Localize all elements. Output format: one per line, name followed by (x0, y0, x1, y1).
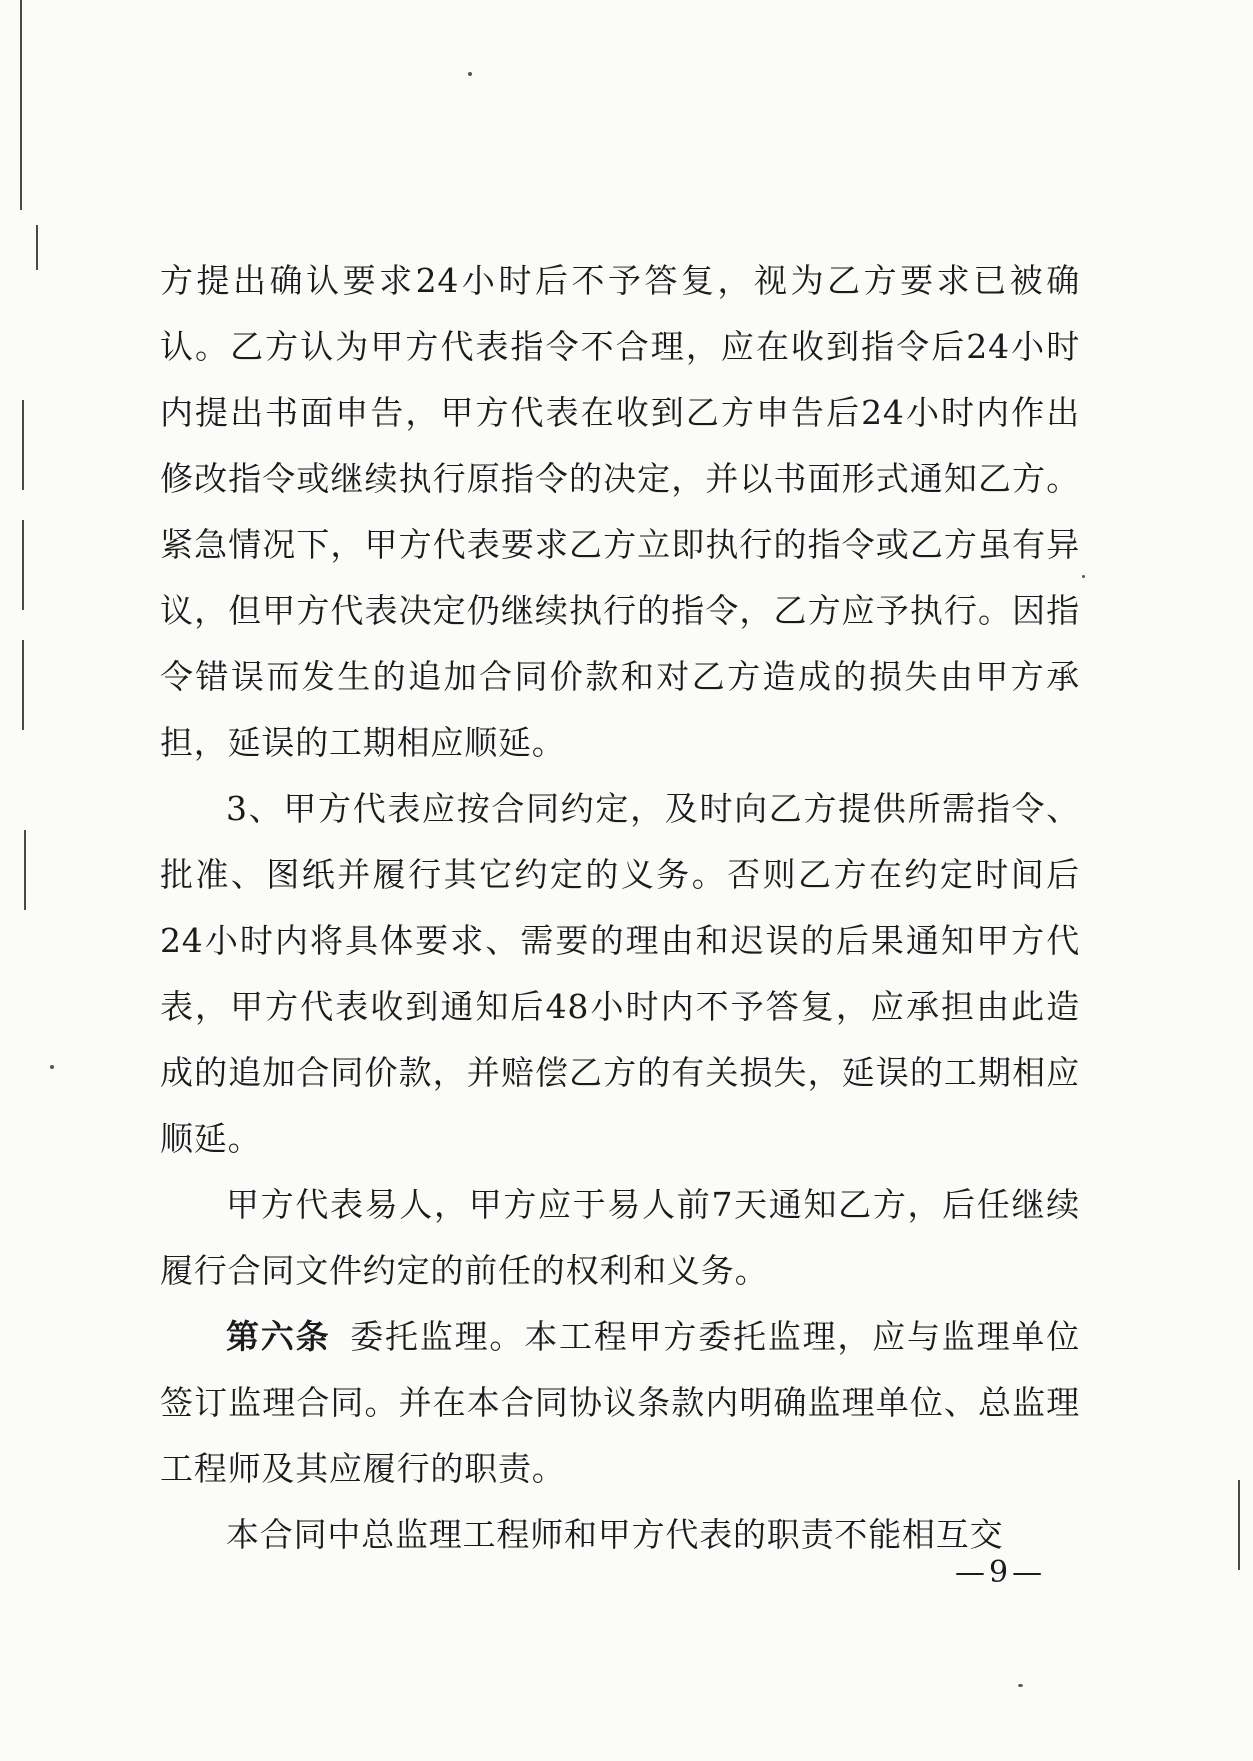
scan-artifact-line (36, 225, 38, 270)
paragraph-article-6 (160, 1304, 1080, 1502)
scan-artifact-line (20, 0, 22, 210)
scan-artifact-dot (1018, 1684, 1023, 1687)
scan-artifact-dot (50, 1065, 54, 1069)
scan-artifact-dot (1082, 575, 1085, 578)
paragraph-duties: 本合同中总监理工程师和甲方代表的职责不能相互交 (226, 1515, 1004, 1554)
scan-artifact-line (22, 520, 24, 610)
document-body (160, 248, 1080, 1568)
article-heading: 第六条 (226, 1317, 331, 1356)
scan-artifact-line (1238, 1480, 1240, 1570)
article-6-text: 委托监理。本工程甲方委托监理，应与监理单位签订监理合同。并在本合同协议条款内明确监理单位、总监理工程师及其应履行的职责。 (160, 1317, 1080, 1488)
scan-artifact-line (22, 400, 24, 490)
scan-artifact-line (24, 830, 26, 910)
paragraph-representative-change: 甲方代表易人，甲方应于易人前7天通知乙方，后任继续履行合同文件约定的前任的权利和义务。 (160, 1185, 1080, 1290)
paragraph-continuation: 方提出确认要求24小时后不予答复，视为乙方要求已被确认。乙方认为甲方代表指令不合理，应在收到指令后24小时内提出书面申告，甲方代表在收到乙方申告后24小时内作出修改指令或继续执行原指令的决定，并以书面形式通知乙方。紧急情况下，甲方代表要求乙方立即执行的指令或乙方虽有异议，但甲方代表决定仍继续执行的指令，乙方应予执行。因指令错误而发生的追加合同价款和对乙方造成的损失由甲方承担，延误的工期相应顺延。 (160, 261, 1080, 762)
scan-artifact-line (22, 640, 24, 730)
scan-artifact-dot (468, 72, 472, 76)
page-number: —9— (955, 1555, 1047, 1590)
paragraph-clause-3: 3、甲方代表应按合同约定，及时向乙方提供所需指令、批准、图纸并履行其它约定的义务。否则乙方在约定时间后24小时内将具体要求、需要的理由和迟误的后果通知甲方代表，甲方代表收到通知后48小时内不予答复，应承担由此造成的追加合同价款，并赔偿乙方的有关损失，延误的工期相应顺延。 (160, 789, 1080, 1158)
